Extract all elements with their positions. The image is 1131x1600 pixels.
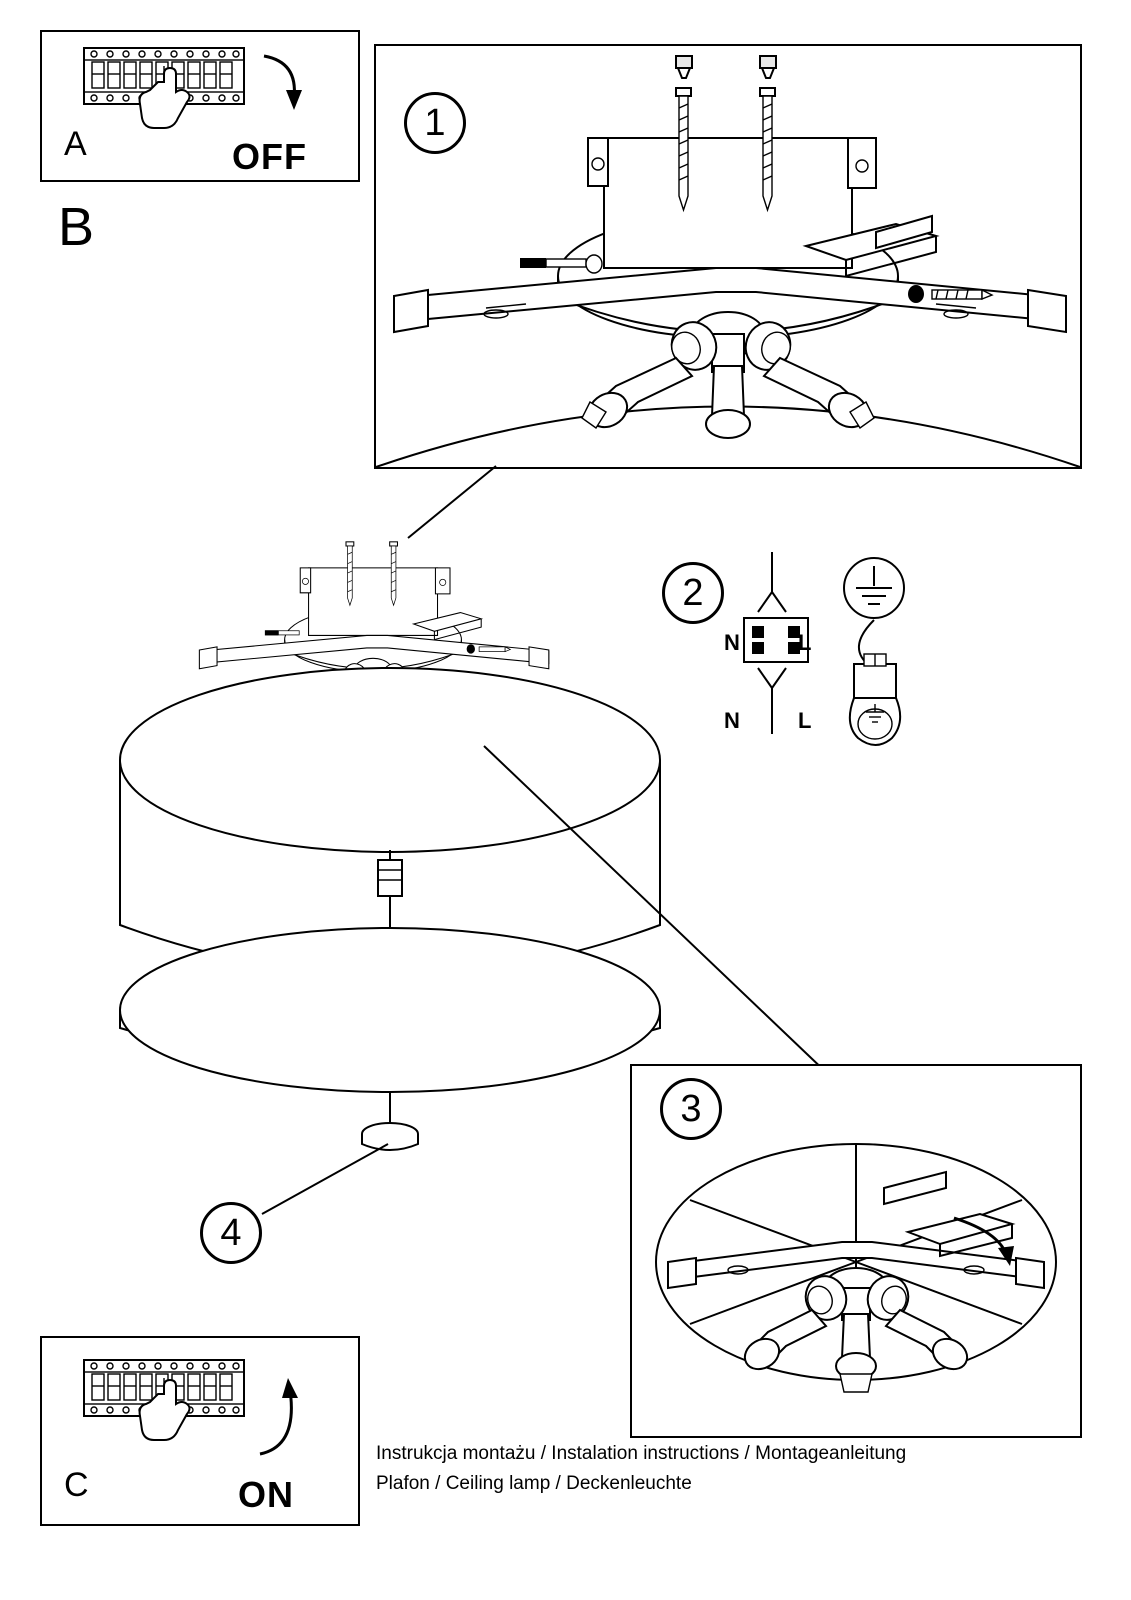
terminal-label-l-top: L: [798, 630, 812, 655]
hand-icon: [140, 66, 190, 128]
leader-line-step-3: [480, 742, 840, 1082]
mounting-screw-left-icon: [265, 630, 299, 635]
step-number-2: [662, 562, 724, 624]
earth-connection-illustration: [824, 552, 934, 772]
breaker-off-illustration: [42, 32, 358, 180]
panel-power-on: [40, 1336, 360, 1526]
socket-arm-icon: [764, 358, 874, 434]
socket-arm-icon: [582, 358, 692, 434]
panel-label-c: C: [64, 1466, 89, 1504]
step-1-label: 1: [424, 101, 446, 144]
step-number-4: [200, 1202, 262, 1264]
step1-illustration: [376, 46, 1080, 467]
panel-step-3: [630, 1064, 1082, 1438]
earth-clamp-icon: [850, 654, 900, 745]
panel-power-off: [40, 30, 360, 182]
terminal-label-n-top: N: [724, 630, 740, 655]
panel-label-on: ON: [238, 1474, 294, 1515]
step-number-1: [404, 92, 466, 154]
caption-line-2: Plafon / Ceiling lamp / Deckenleuchte: [376, 1473, 692, 1494]
terminal-label-n-bottom: N: [724, 708, 740, 733]
breaker-on-illustration: [42, 1338, 358, 1524]
earth-ground-icon: [844, 558, 904, 618]
step-number-3: [660, 1078, 722, 1140]
ceiling-screw-icon: [676, 56, 692, 78]
step-4-label: 4: [220, 1211, 242, 1254]
hand-icon: [140, 1378, 190, 1440]
leader-line-step-4: [258, 1140, 398, 1220]
section-label-b: B: [58, 197, 95, 257]
socket-arm-icon: [706, 366, 750, 438]
panel-label-a: A: [64, 125, 87, 163]
panel-step-1: [374, 44, 1082, 469]
caption-line-1: Instrukcja montażu / Instalation instructions / Montageanleitung: [376, 1443, 907, 1464]
panel-label-off: OFF: [232, 136, 307, 177]
terminal-label-l-bottom: L: [798, 708, 812, 733]
step-2-label: 2: [682, 571, 704, 614]
step-3-label: 3: [680, 1087, 702, 1130]
ceiling-screw-icon: [760, 56, 776, 78]
